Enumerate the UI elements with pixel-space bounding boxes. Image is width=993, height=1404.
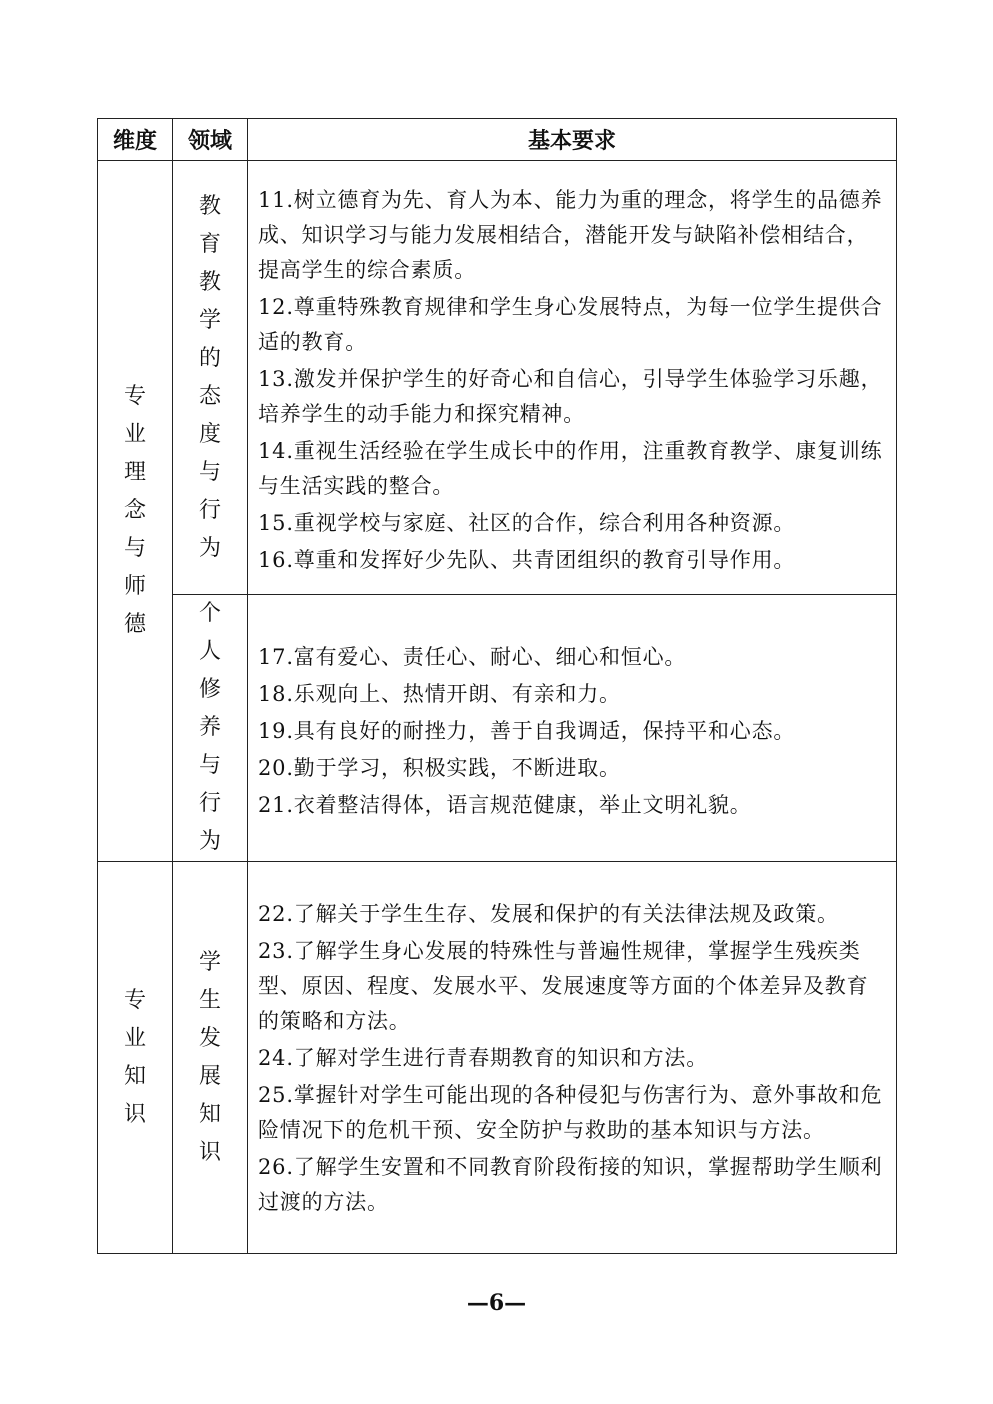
header-dimension: 维度 bbox=[98, 119, 173, 161]
dimension-cell bbox=[98, 161, 173, 862]
domain-label: 学生发展知识 bbox=[198, 949, 221, 1165]
list-item: 24.了解对学生进行青春期教育的知识和方法。 bbox=[258, 1046, 708, 1070]
list-item: 12.尊重特殊教育规律和学生身心发展特点，为每一位学生提供合适的教育。 bbox=[258, 295, 883, 354]
header-row bbox=[98, 119, 897, 161]
table-row bbox=[98, 862, 897, 1254]
header-domain: 领域 bbox=[173, 119, 248, 161]
list-item: 21.衣着整洁得体，语言规范健康，举止文明礼貌。 bbox=[258, 792, 752, 817]
domain-label: 教育教学的态度与行为 bbox=[198, 193, 221, 561]
domain-label: 个人修养与行为 bbox=[198, 601, 221, 854]
table-row bbox=[98, 161, 897, 595]
requirements-cell bbox=[248, 862, 897, 1254]
dimension-label: 专业知识 bbox=[123, 987, 146, 1127]
domain-cell bbox=[173, 595, 248, 862]
list-item: 16.尊重和发挥好少先队、共青团组织的教育引导作用。 bbox=[258, 548, 796, 572]
list-item: 25.掌握针对学生可能出现的各种侵犯与伤害行为、意外事故和危险情况下的危机干预、安全防护与救助的基本知识与方法。 bbox=[258, 1083, 883, 1142]
requirements-cell bbox=[248, 595, 897, 862]
dimension-cell bbox=[98, 862, 173, 1254]
header-requirements: 基本要求 bbox=[248, 119, 897, 161]
list-item: 15.重视学校与家庭、社区的合作，综合利用各种资源。 bbox=[258, 511, 796, 535]
list-item: 26.了解学生安置和不同教育阶段衔接的知识，掌握帮助学生顺利过渡的方法。 bbox=[258, 1155, 883, 1214]
standards-table bbox=[97, 118, 897, 1254]
domain-cell bbox=[173, 161, 248, 595]
list-item: 14.重视生活经验在学生成长中的作用，注重教育教学、康复训练与生活实践的整合。 bbox=[258, 439, 883, 498]
list-item: 22.了解关于学生生存、发展和保护的有关法律法规及政策。 bbox=[258, 902, 839, 926]
list-item: 20.勤于学习，积极实践，不断进取。 bbox=[258, 755, 621, 780]
list-item: 23.了解学生身心发展的特殊性与普遍性规律，掌握学生残疾类型、原因、程度、发展水平、发展速度等方面的个体差异及教育的策略和方法。 bbox=[258, 939, 869, 1033]
list-item: 13.激发并保护学生的好奇心和自信心，引导学生体验学习乐趣，培养学生的动手能力和探究精神。 bbox=[258, 367, 883, 426]
list-item: 19.具有良好的耐挫力，善于自我调适，保持平和心态。 bbox=[258, 718, 796, 743]
list-item: 17.富有爱心、责任心、耐心、细心和恒心。 bbox=[258, 644, 687, 669]
list-item: 11.树立德育为先、育人为本、能力为重的理念，将学生的品德养成、知识学习与能力发展相结合，潜能开发与缺陷补偿相结合，提高学生的综合素质。 bbox=[258, 188, 883, 282]
page-number: —6— bbox=[466, 1290, 527, 1316]
dimension-label: 专业理念与师德 bbox=[123, 384, 146, 637]
list-item: 18.乐观向上、热情开朗、有亲和力。 bbox=[258, 681, 621, 706]
table-row bbox=[98, 595, 897, 862]
requirements-cell bbox=[248, 161, 897, 595]
domain-cell bbox=[173, 862, 248, 1254]
